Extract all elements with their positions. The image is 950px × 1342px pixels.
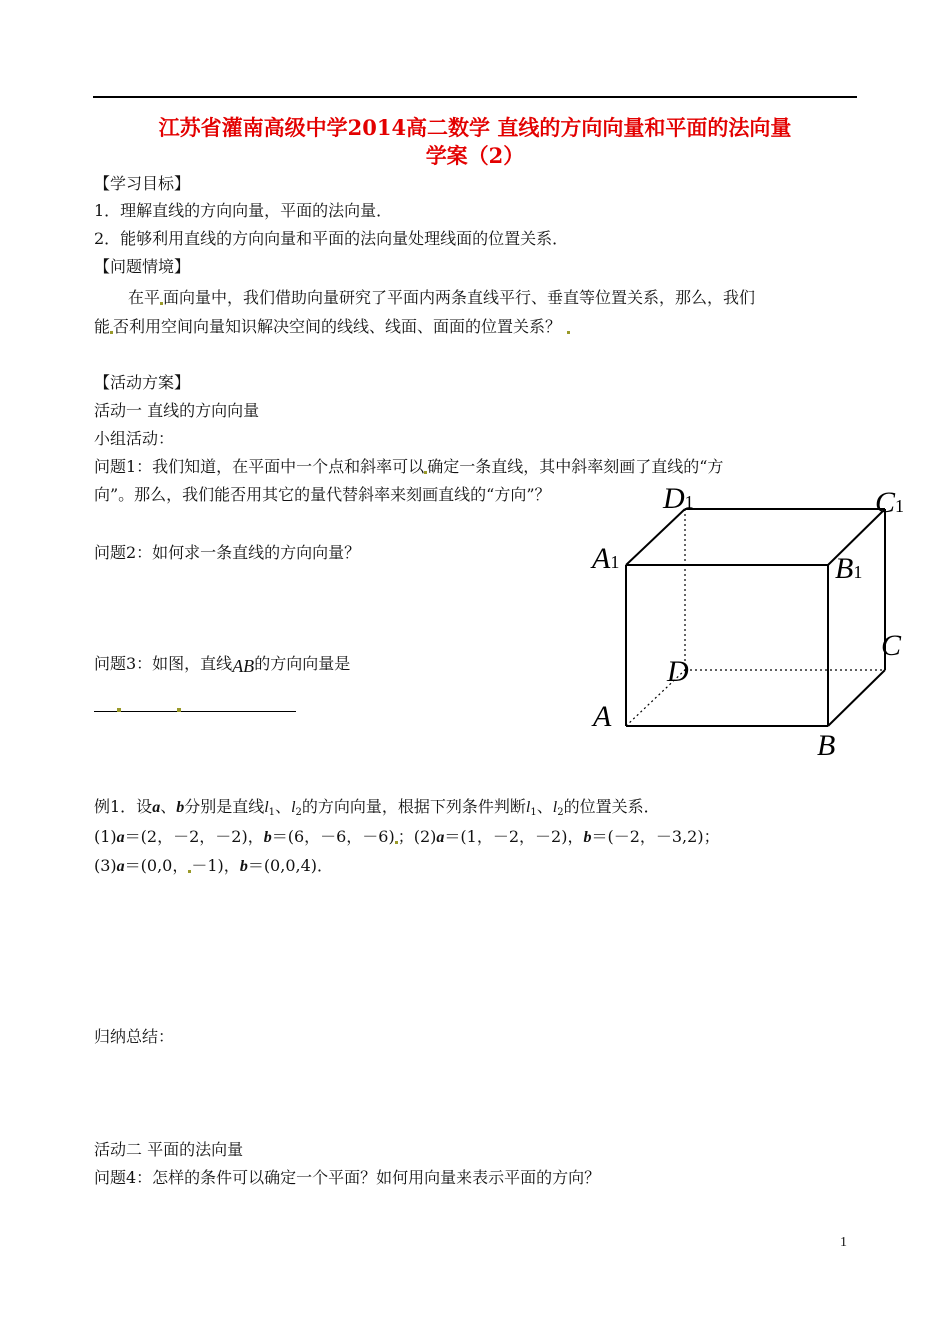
group-activity-label: 小组活动： xyxy=(94,429,175,448)
goal-2: 2．能够利用直线的方向向量和平面的法向量处理线面的位置关系． xyxy=(94,229,569,248)
vector-a: a xyxy=(152,799,161,816)
edge-a1-d1 xyxy=(626,509,685,565)
vertex-label-b: B xyxy=(817,729,836,762)
mark-dot xyxy=(177,708,181,712)
situation-text-b: 面向量中，我们借助向量研究了平面内两条直线平行、垂直等位置关系，那么，我们 xyxy=(163,288,756,307)
page-number: 1 xyxy=(840,1235,847,1250)
question4: 问题4：怎样的条件可以确定一个平面？如何用向量来表示平面的方向？ xyxy=(94,1168,601,1187)
question3-suffix: 的方向向量是 xyxy=(254,654,351,673)
mark-dot xyxy=(117,708,121,712)
mark-dot xyxy=(567,331,570,334)
vertex-label-a1: A1 xyxy=(592,542,620,575)
situation-heading: 【问题情境】 xyxy=(94,257,191,276)
goal-1: 1．理解直线的方向向量，平面的法向量． xyxy=(94,201,393,220)
summary-label: 归纳总结： xyxy=(94,1027,175,1046)
answer-blank[interactable] xyxy=(94,711,296,712)
question1-text-a: 问题1：我们知道，在平面中一个点和斜率可以 xyxy=(94,457,425,476)
header-rule xyxy=(93,96,857,98)
vertex-label-c1: C1 xyxy=(875,486,905,519)
question3 xyxy=(94,652,350,675)
question3-prefix: 问题3：如图，直线 xyxy=(94,654,233,673)
situation-text-a: 在平 xyxy=(128,288,161,307)
cube-figure xyxy=(585,475,915,765)
vertex-label-c: C xyxy=(881,629,902,662)
line-l1: l xyxy=(264,799,269,816)
vertex-label-b1: B1 xyxy=(835,552,863,585)
question2: 问题2：如何求一条直线的方向向量？ xyxy=(94,543,361,562)
situation-paragraph-line2 xyxy=(94,316,570,338)
vertex-label-d1: D1 xyxy=(663,482,694,515)
activity2-title: 活动二 平面的法向量 xyxy=(94,1140,244,1159)
line-l2: l xyxy=(291,799,296,816)
vertex-label-d: D xyxy=(667,655,689,688)
edge-b-c xyxy=(828,670,885,726)
example1-statement: 例1．设a、b分别是直线$l_1$、$l_2$的方向向量，根据下列条件判断$l_1$、$l_2$的位置关系． xyxy=(94,797,660,818)
question1-text-b: 确定一条直线，其中斜率刻画了直线的“方 xyxy=(427,457,724,476)
activity1-title: 活动一 直线的方向向量 xyxy=(94,401,260,420)
goals-heading: 【学习目标】 xyxy=(94,174,191,193)
situation-text-d: 否利用空间向量知识解决空间的线线、线面、面面的位置关系？ xyxy=(113,317,562,336)
example1-parts-1-2: (1)a＝(2，－2，－2)，b＝(6，－6，－6) ；(2)a＝(1，－2，－2)，b＝(－2，－3,2)； xyxy=(94,827,720,846)
document-title-line1: 江苏省灌南高级中学2014高二数学 直线的方向向量和平面的法向量 xyxy=(158,115,792,140)
activity-heading: 【活动方案】 xyxy=(94,373,191,392)
vertex-label-a: A xyxy=(593,700,612,733)
document-title-line2: 学案（2） xyxy=(425,143,525,168)
line-ab-symbol: AB xyxy=(232,656,255,676)
situation-paragraph-line1 xyxy=(128,287,755,309)
question1-line2: 向”。那么，我们能否用其它的量代替斜率来刻画直线的“方向”？ xyxy=(94,485,551,504)
vector-b: b xyxy=(176,799,185,816)
example1-part-3: (3)a＝(0,0， －1)，b＝(0,0,4)． xyxy=(94,856,334,875)
situation-text-c: 能 xyxy=(94,317,111,336)
